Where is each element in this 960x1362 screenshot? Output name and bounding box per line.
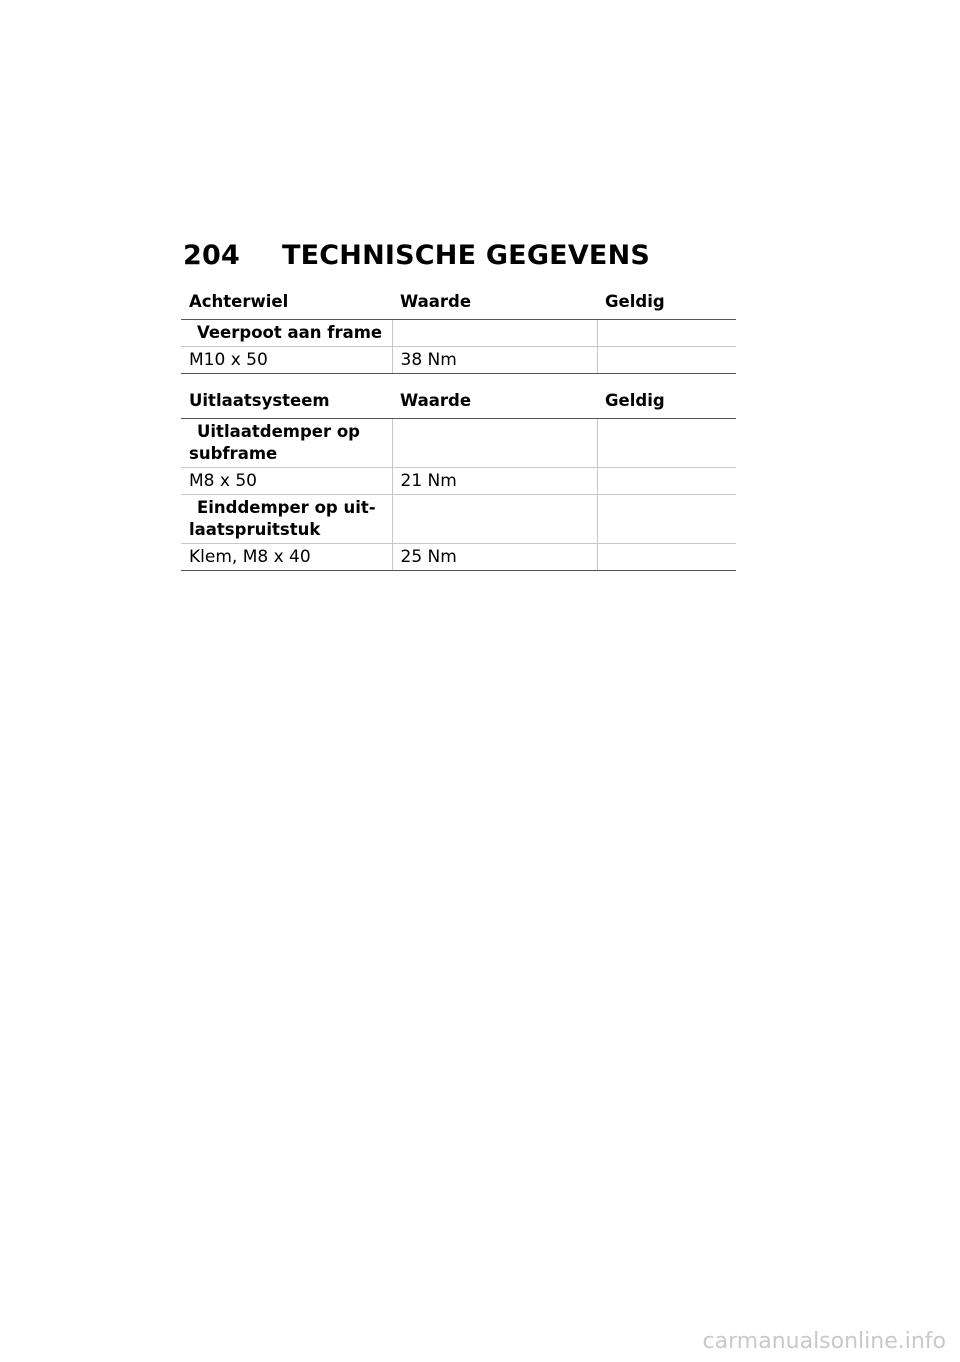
column-header-valid: Geldig bbox=[597, 283, 736, 320]
section-label-silencer-to-subframe bbox=[181, 419, 392, 468]
section-label-line1: Uitlaatdemper op bbox=[197, 422, 360, 441]
table-header-row bbox=[181, 382, 736, 419]
section-label-shock-to-frame bbox=[181, 320, 392, 347]
section-label-text: Veerpoot aan frame bbox=[197, 323, 383, 342]
column-header-component: Uitlaatsysteem bbox=[181, 382, 392, 419]
page-heading bbox=[183, 240, 650, 271]
table-cell-bolt: M8 x 50 bbox=[181, 468, 392, 495]
table-row bbox=[181, 495, 736, 544]
section-label-line1: Einddemper op uit- bbox=[197, 498, 376, 517]
column-header-value: Waarde bbox=[392, 382, 597, 419]
table-row bbox=[181, 468, 736, 495]
exhaust-torque-table bbox=[181, 382, 736, 571]
table-cell-value bbox=[392, 320, 597, 347]
table-cell-valid bbox=[597, 419, 736, 468]
table-cell-torque: 21 Nm bbox=[392, 468, 597, 495]
section-label-line2: laatspruitstuk bbox=[189, 520, 321, 539]
table-row bbox=[181, 320, 736, 347]
rear-wheel-torque-table bbox=[181, 283, 736, 374]
column-header-value: Waarde bbox=[392, 283, 597, 320]
table-cell-value bbox=[392, 495, 597, 544]
table-row bbox=[181, 347, 736, 374]
page-number: 204 bbox=[183, 240, 240, 271]
table-cell-bolt: M10 x 50 bbox=[181, 347, 392, 374]
table-cell-valid bbox=[597, 468, 736, 495]
table-cell-value bbox=[392, 419, 597, 468]
table-header-row bbox=[181, 283, 736, 320]
table-cell-torque: 38 Nm bbox=[392, 347, 597, 374]
table-row bbox=[181, 544, 736, 571]
page-title: TECHNISCHE GEGEVENS bbox=[282, 240, 651, 271]
section-label-end-silencer-to-manifold bbox=[181, 495, 392, 544]
watermark: carmanualsonline.info bbox=[702, 1329, 946, 1354]
table-cell-torque: 25 Nm bbox=[392, 544, 597, 571]
table-cell-valid bbox=[597, 347, 736, 374]
column-header-valid: Geldig bbox=[597, 382, 736, 419]
table-row bbox=[181, 419, 736, 468]
column-header-component: Achterwiel bbox=[181, 283, 392, 320]
section-label-line2: subframe bbox=[189, 444, 278, 463]
table-cell-bolt: Klem, M8 x 40 bbox=[181, 544, 392, 571]
table-cell-valid bbox=[597, 320, 736, 347]
table-cell-valid bbox=[597, 544, 736, 571]
table-cell-valid bbox=[597, 495, 736, 544]
